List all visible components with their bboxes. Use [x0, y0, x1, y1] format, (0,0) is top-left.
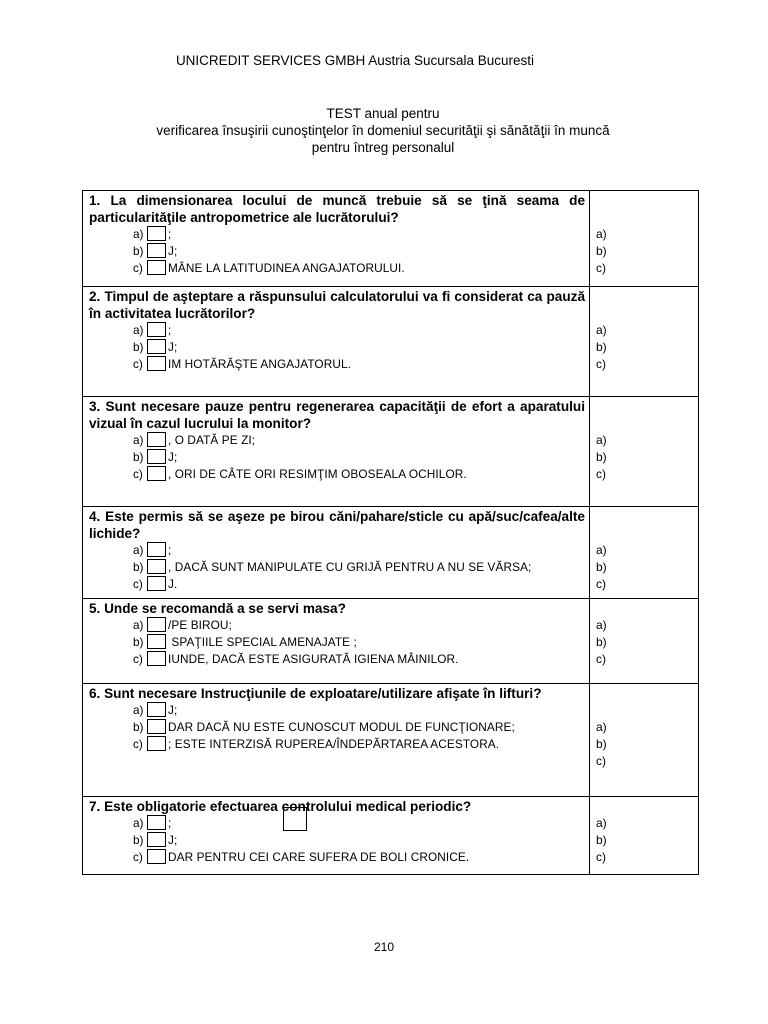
answer-c: c) — [596, 850, 606, 864]
option-label: b) — [133, 720, 144, 734]
option-label: c) — [133, 652, 143, 666]
question-text: 7. Este obligatorie efectuarea controlului medical periodic? — [89, 799, 472, 814]
answer-a: a) — [596, 618, 607, 632]
option-text: J; — [168, 450, 178, 464]
title-line-2: verificarea însuşirii cunoştinţelor în domeniul securităţii şi sănătăţii în muncă — [156, 123, 610, 138]
option-text: ; — [168, 816, 172, 830]
option-checkbox[interactable] — [147, 617, 166, 632]
question-text: 5. Unde se recomandă a se servi masa? — [89, 601, 346, 616]
option-label: a) — [133, 703, 144, 717]
option-text: /PE BIROU; — [168, 618, 232, 632]
option-checkbox[interactable] — [147, 322, 166, 337]
option-checkbox[interactable] — [147, 702, 166, 717]
question-text: 4. Este permis să se aşeze pe birou căni/pahare/sticle cu apă/suc/cafea/alte lichide? — [89, 509, 585, 541]
answer-a: a) — [596, 323, 607, 337]
option-checkbox[interactable] — [147, 736, 166, 751]
option-b[interactable] — [83, 449, 589, 466]
option-a[interactable] — [83, 322, 589, 339]
option-label: b) — [133, 244, 144, 258]
answer-cell — [590, 684, 699, 797]
answer-cell — [590, 507, 699, 599]
option-checkbox[interactable] — [147, 832, 166, 847]
option-b[interactable] — [83, 719, 589, 736]
option-checkbox[interactable] — [147, 226, 166, 241]
title-line-3 — [0, 139, 766, 156]
question-row-1 — [83, 191, 699, 287]
option-label: b) — [133, 833, 144, 847]
option-text: MÂNE LA LATITUDINEA ANGAJATORULUI. — [168, 261, 405, 275]
option-text: , ORI DE CÂTE ORI RESIMŢIM OBOSEALA OCHILOR. — [168, 467, 467, 481]
option-a[interactable] — [83, 542, 589, 559]
option-checkbox[interactable] — [147, 576, 166, 591]
option-a[interactable] — [83, 432, 589, 449]
option-checkbox[interactable] — [147, 243, 166, 258]
option-checkbox[interactable] — [147, 559, 166, 574]
answer-b: b) — [596, 244, 607, 258]
option-b[interactable] — [83, 339, 589, 356]
answer-a: a) — [596, 543, 607, 557]
question-cell — [83, 397, 590, 507]
answer-cell — [590, 599, 699, 684]
option-label: c) — [133, 261, 143, 275]
option-text: IM HOTĂRĂŞTE ANGAJATORUL. — [168, 357, 351, 371]
option-checkbox[interactable] — [147, 815, 166, 830]
question-cell — [83, 797, 590, 875]
option-checkbox[interactable] — [147, 719, 166, 734]
option-checkbox[interactable] — [147, 849, 166, 864]
option-label: a) — [133, 816, 144, 830]
question-cell — [83, 191, 590, 287]
title-line-1: TEST anual pentru — [326, 106, 440, 121]
option-c[interactable] — [83, 849, 589, 866]
option-label: a) — [133, 618, 144, 632]
option-checkbox[interactable] — [147, 260, 166, 275]
option-label: c) — [133, 577, 143, 591]
option-text: SPAŢIILE SPECIAL AMENAJATE ; — [168, 635, 357, 649]
option-b[interactable] — [83, 634, 589, 651]
answer-b: b) — [596, 450, 607, 464]
option-checkbox[interactable] — [147, 634, 166, 649]
option-label: b) — [133, 635, 144, 649]
question-cell — [83, 599, 590, 684]
option-label: a) — [133, 543, 144, 557]
question-cell — [83, 684, 590, 797]
option-c[interactable] — [83, 736, 589, 753]
question-cell — [83, 287, 590, 397]
answer-c: c) — [596, 467, 606, 481]
question-text: 2. Timpul de aşteptare a răspunsului calculatorului va fi considerat ca pauză în activitatea lucrătorilor? — [89, 289, 585, 321]
answer-cell — [590, 191, 699, 287]
option-b[interactable] — [83, 832, 589, 849]
answer-b: b) — [596, 737, 607, 751]
answer-b: b) — [596, 635, 607, 649]
option-text: ; — [168, 227, 172, 241]
answer-a: a) — [596, 816, 607, 830]
company-header: UNICREDIT SERVICES GMBH Austria Sucursala Bucuresti — [175, 53, 535, 68]
option-text: J; — [168, 703, 178, 717]
option-label: c) — [133, 467, 143, 481]
option-c[interactable] — [83, 651, 589, 668]
option-a[interactable] — [83, 226, 589, 243]
option-checkbox[interactable] — [147, 542, 166, 557]
option-checkbox[interactable] — [147, 449, 166, 464]
option-text: J; — [168, 340, 178, 354]
option-checkbox[interactable] — [147, 339, 166, 354]
option-label: b) — [133, 560, 144, 574]
answer-b: b) — [596, 340, 607, 354]
answer-a: a) — [596, 433, 607, 447]
question-row-4 — [83, 507, 699, 599]
option-checkbox[interactable] — [147, 466, 166, 481]
option-label: b) — [133, 340, 144, 354]
questions-table — [82, 190, 699, 875]
option-text: , O DATĂ PE ZI; — [168, 433, 256, 447]
question-text: 6. Sunt necesare Instrucţiunile de exploatare/utilizare afişate în lifturi? — [89, 686, 542, 701]
answer-c: c) — [596, 577, 606, 591]
floating-checkbox[interactable] — [283, 807, 307, 831]
option-text: DAR PENTRU CEI CARE SUFERA DE BOLI CRONICE. — [168, 850, 470, 864]
answer-a: a) — [596, 720, 607, 734]
option-c[interactable] — [83, 260, 589, 277]
option-text: J. — [168, 577, 178, 591]
question-text: 1. La dimensionarea locului de muncă trebuie să se ţină seama de particularităţile antropometrice ale lucrătorului? — [89, 193, 585, 225]
option-text: ; — [168, 323, 172, 337]
option-c[interactable] — [83, 356, 589, 373]
option-b[interactable] — [83, 559, 589, 576]
option-text: ; — [168, 543, 172, 557]
option-text: IUNDE, DACĂ ESTE ASIGURATĂ IGIENA MÂINILOR. — [168, 652, 459, 666]
option-checkbox[interactable] — [147, 356, 166, 371]
option-label: b) — [133, 450, 144, 464]
answer-cell — [590, 287, 699, 397]
option-c[interactable] — [83, 466, 589, 483]
question-row-3 — [83, 397, 699, 507]
question-cell — [83, 507, 590, 599]
answer-c: c) — [596, 357, 606, 371]
option-label: c) — [133, 850, 143, 864]
option-a[interactable] — [83, 815, 589, 832]
question-text: 3. Sunt necesare pauze pentru regenerarea capacităţii de efort a aparatului vizual în cazul lucrului la monitor? — [89, 399, 585, 431]
option-a[interactable] — [83, 617, 589, 634]
answer-b: b) — [596, 560, 607, 574]
answer-c: c) — [596, 261, 606, 275]
option-c[interactable] — [83, 576, 589, 593]
question-row-7 — [83, 797, 699, 875]
answer-c: c) — [596, 652, 606, 666]
page-number: 210 — [373, 940, 395, 954]
answer-c: c) — [596, 754, 606, 768]
option-label: a) — [133, 227, 144, 241]
option-label: a) — [133, 323, 144, 337]
option-a[interactable] — [83, 702, 589, 719]
option-text: , DACĂ SUNT MANIPULATE CU GRIJĂ PENTRU A NU SE VĂRSA; — [168, 560, 532, 574]
option-text: ; ESTE INTERZISĂ RUPEREA/ÎNDEPĂRTAREA ACESTORA. — [168, 737, 500, 751]
question-row-5 — [83, 599, 699, 684]
question-row-6 — [83, 684, 699, 797]
option-label: c) — [133, 357, 143, 371]
option-b[interactable] — [83, 243, 589, 260]
option-text: DAR DACĂ NU ESTE CUNOSCUT MODUL DE FUNCŢIONARE; — [168, 720, 515, 734]
answer-cell — [590, 397, 699, 507]
option-checkbox[interactable] — [147, 432, 166, 447]
test-title — [0, 105, 766, 156]
question-row-2 — [83, 287, 699, 397]
option-label: a) — [133, 433, 144, 447]
answer-a: a) — [596, 227, 607, 241]
answer-b: b) — [596, 833, 607, 847]
option-label: c) — [133, 737, 143, 751]
title-line-3-normal: întreg personalul — [349, 140, 455, 155]
answer-cell — [590, 797, 699, 875]
option-checkbox[interactable] — [147, 651, 166, 666]
title-line-3-bold: pentru — [311, 140, 350, 155]
option-text: J; — [168, 244, 178, 258]
option-text: J; — [168, 833, 178, 847]
